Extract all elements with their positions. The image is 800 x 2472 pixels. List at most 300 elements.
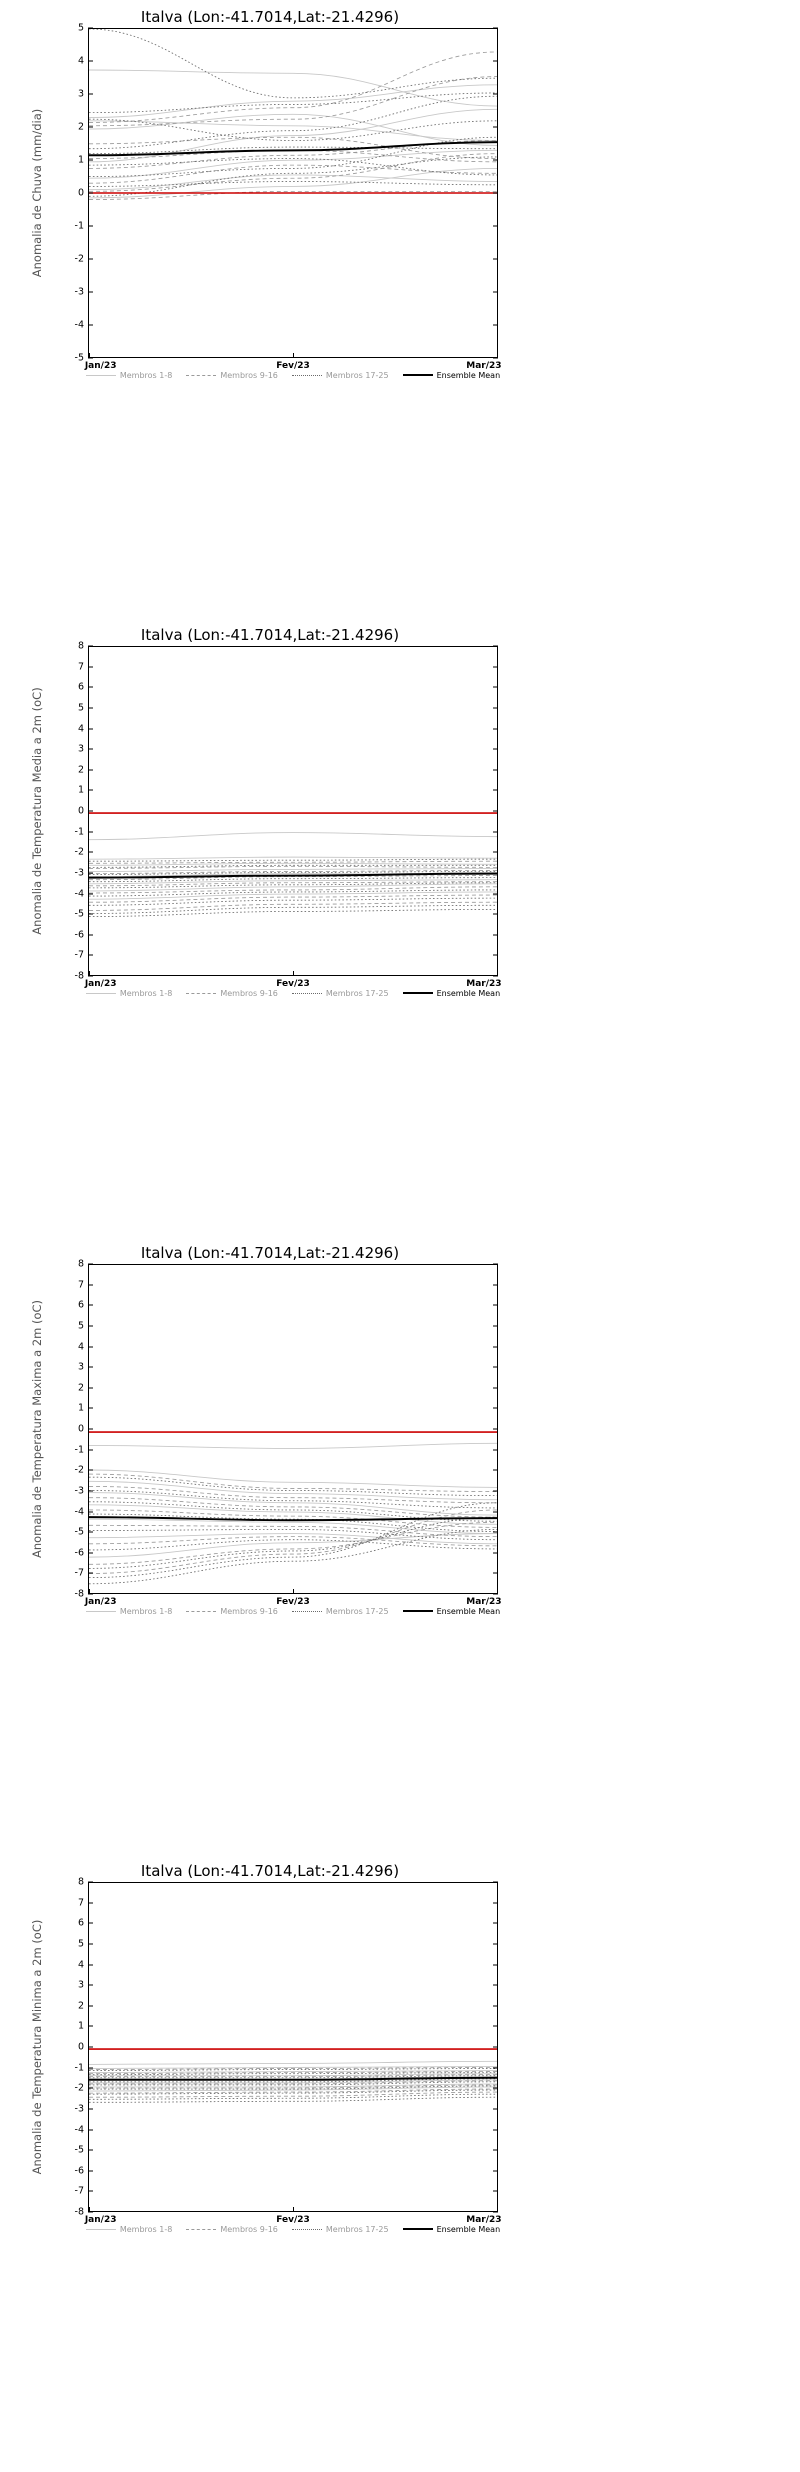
series-line (89, 85, 497, 118)
series-line (89, 1505, 497, 1524)
y-axis-tick-label: 0 (77, 1423, 84, 1435)
y-axis-tick-mark (493, 259, 498, 260)
legend-label: Membros 9-16 (220, 988, 278, 998)
y-axis-tick-mark (88, 94, 93, 95)
y-axis-tick-mark (88, 1943, 93, 1944)
series-line (89, 157, 497, 196)
y-axis-tick-mark (88, 193, 93, 194)
legend-item (292, 989, 389, 998)
y-axis-tick-mark (88, 1284, 93, 1285)
y-axis-tick-label: 7 (77, 661, 84, 673)
x-axis-tick-mark (293, 971, 294, 976)
legend-label: Membros 1-8 (119, 370, 173, 380)
series-line (89, 868, 497, 871)
series-line (89, 1514, 497, 1531)
series-line (89, 1529, 497, 1583)
y-axis-tick-mark (493, 127, 498, 128)
x-axis-tick-mark (293, 2207, 294, 2212)
y-axis-tick-mark (493, 2129, 498, 2130)
y-axis-tick-label: -7 (74, 2185, 84, 2197)
y-axis-tick-label: -2 (74, 1464, 84, 1476)
y-axis-tick-label: 4 (77, 55, 84, 67)
y-axis-tick-mark (493, 1552, 498, 1553)
legend-item (86, 1607, 172, 1616)
series-line (89, 902, 497, 910)
y-axis-tick-mark (493, 28, 498, 29)
chart-panel-1 (0, 0, 800, 618)
legend-label: Ensemble Mean (436, 2224, 501, 2234)
x-axis-tick-mark (89, 2207, 90, 2212)
legend-item (86, 2225, 172, 2234)
y-axis-tick-label: 1 (77, 2020, 84, 2032)
x-axis-tick-mark (293, 353, 294, 358)
legend-label: Ensemble Mean (436, 370, 501, 380)
y-axis-tick-mark (493, 2067, 498, 2068)
series-line (89, 182, 497, 187)
y-axis-tick-label: -1 (74, 1444, 84, 1456)
y-axis-tick-mark (493, 666, 498, 667)
legend-swatch-icon (86, 1611, 116, 1612)
y-axis-tick-label: -6 (74, 929, 84, 941)
y-axis-tick-mark (493, 707, 498, 708)
y-axis-tick-label: 6 (77, 1917, 84, 1929)
y-axis-tick-mark (88, 1264, 93, 1265)
y-axis-tick-label: 5 (77, 22, 84, 34)
y-axis-tick-label: 2 (77, 121, 84, 133)
chart-panel-4 (0, 1854, 800, 2472)
y-axis-tick-mark (493, 160, 498, 161)
y-axis-tick-mark (88, 749, 93, 750)
y-axis-tick-mark (88, 2088, 93, 2089)
y-axis-tick-mark (88, 61, 93, 62)
y-axis-tick-mark (88, 2129, 93, 2130)
legend-swatch-icon (86, 375, 116, 376)
y-axis-tick-mark (493, 2108, 498, 2109)
y-axis-tick-mark (493, 728, 498, 729)
y-axis-tick-mark (88, 1490, 93, 1491)
y-axis-tick-mark (493, 1305, 498, 1306)
y-axis-tick-mark (493, 811, 498, 812)
series-line (89, 2094, 497, 2099)
y-axis-tick-mark (88, 831, 93, 832)
legend-label: Membros 1-8 (119, 988, 173, 998)
legend-swatch-icon (292, 2229, 322, 2230)
y-axis-tick-mark (493, 852, 498, 853)
y-axis-tick-label: 3 (77, 88, 84, 100)
y-axis-tick-mark (493, 2191, 498, 2192)
y-axis-tick-label: -3 (74, 2103, 84, 2115)
y-axis-tick-label: -6 (74, 2165, 84, 2177)
chart-legend (88, 1602, 501, 1620)
y-axis-tick-mark (88, 1573, 93, 1574)
y-axis-tick-label: -2 (74, 846, 84, 858)
y-axis-tick-mark (493, 2150, 498, 2151)
series-line (89, 857, 497, 859)
y-axis-tick-label: 1 (77, 784, 84, 796)
y-axis-tick-mark (88, 1902, 93, 1903)
legend-item (86, 371, 172, 380)
chart-panel-2 (0, 618, 800, 1236)
chart-legend (88, 2220, 501, 2238)
y-axis-tick-mark (88, 2026, 93, 2027)
series-line (89, 1503, 497, 1578)
series-line (89, 882, 497, 886)
y-axis-tick-label: 4 (77, 1959, 84, 1970)
y-axis-tick-label: 5 (77, 1320, 84, 1332)
y-axis-tick-label: -8 (74, 1588, 84, 1600)
y-axis-tick-label: 7 (77, 1279, 84, 1291)
y-axis-tick-mark (493, 1470, 498, 1471)
y-axis-tick-mark (493, 1985, 498, 1986)
y-axis-tick-mark (88, 2067, 93, 2068)
y-axis-tick-mark (493, 1943, 498, 1944)
y-axis-tick-label: 1 (77, 154, 84, 166)
legend-item (292, 371, 389, 380)
y-axis-tick-mark (493, 1429, 498, 1430)
y-axis-tick-mark (493, 1346, 498, 1347)
y-axis-tick-mark (88, 2150, 93, 2151)
legend-swatch-icon (292, 375, 322, 376)
y-axis-tick-label: -5 (74, 2144, 84, 2156)
y-axis-tick-mark (493, 749, 498, 750)
y-axis-tick-label: -2 (74, 253, 84, 265)
y-axis-tick-mark (88, 1367, 93, 1368)
series-line (89, 2097, 497, 2102)
series-line (89, 2084, 497, 2087)
y-axis-tick-mark (493, 1325, 498, 1326)
y-axis-tick-label: 6 (77, 681, 84, 693)
x-axis-tick-label: Mar/23 (466, 361, 502, 371)
y-axis-tick-mark (493, 2005, 498, 2006)
legend-item (86, 989, 172, 998)
x-axis-tick-label: Mar/23 (466, 979, 502, 989)
series-line (89, 859, 497, 861)
series-line (89, 2081, 497, 2084)
y-axis-tick-mark (493, 646, 498, 647)
y-axis-tick-label: 7 (77, 1897, 84, 1909)
x-axis-tick-label: Jan/23 (84, 361, 117, 371)
legend-label: Membros 1-8 (119, 1606, 173, 1616)
y-axis-tick-mark (88, 1882, 93, 1883)
y-axis-tick-mark (88, 259, 93, 260)
y-axis-tick-mark (493, 1264, 498, 1265)
legend-swatch-icon (86, 993, 116, 994)
series-line (89, 863, 497, 865)
y-axis-tick-label: -7 (74, 1567, 84, 1579)
y-axis-tick-label: -3 (74, 867, 84, 879)
y-axis-label: Anomalia de Chuva (mm/dia) (30, 108, 44, 278)
series-line (89, 1474, 497, 1491)
y-axis-tick-mark (493, 193, 498, 194)
y-axis-tick-mark (88, 160, 93, 161)
series-canvas (89, 1265, 497, 1593)
series-canvas (89, 647, 497, 975)
y-axis-tick-label: 3 (77, 1361, 84, 1373)
y-axis-tick-mark (88, 1408, 93, 1409)
y-axis-tick-label: 2 (77, 764, 84, 776)
legend-item (186, 371, 278, 380)
y-axis-tick-mark (493, 226, 498, 227)
legend-item (403, 989, 501, 998)
y-axis-tick-mark (493, 1387, 498, 1388)
y-axis-tick-mark (88, 934, 93, 935)
y-axis-tick-mark (88, 1325, 93, 1326)
legend-label: Membros 17-25 (325, 1606, 389, 1616)
y-axis-tick-mark (493, 790, 498, 791)
y-axis-tick-mark (493, 1284, 498, 1285)
plot-area (74, 640, 502, 989)
legend-swatch-icon (186, 2229, 216, 2230)
y-axis-tick-label: -5 (74, 908, 84, 920)
y-axis-tick-mark (88, 1552, 93, 1553)
y-axis-tick-mark (493, 1408, 498, 1409)
y-axis-tick-label: -4 (74, 2124, 84, 2135)
y-axis-tick-mark (88, 914, 93, 915)
series-line (89, 1491, 497, 1508)
plot-area (74, 1258, 502, 1607)
y-axis-tick-label: -1 (74, 220, 84, 232)
y-axis-tick-label: 0 (77, 2041, 84, 2053)
y-axis-tick-mark (493, 2088, 498, 2089)
y-axis-tick-mark (88, 325, 93, 326)
y-axis-tick-label: -6 (74, 1547, 84, 1559)
y-axis-tick-mark (88, 955, 93, 956)
legend-label: Membros 9-16 (220, 1606, 278, 1616)
axes-frame (88, 1882, 498, 2212)
y-axis-tick-mark (88, 2108, 93, 2109)
legend-swatch-icon (186, 375, 216, 376)
legend-swatch-icon (403, 2228, 433, 2230)
y-axis-label: Anomalia de Temperatura Maxima a 2m (oC) (30, 1299, 44, 1559)
series-line (89, 890, 497, 896)
y-axis-tick-mark (493, 2026, 498, 2027)
series-line (89, 2061, 497, 2064)
y-axis-tick-label: 4 (77, 1341, 84, 1352)
y-axis-tick-mark (88, 226, 93, 227)
y-axis-tick-mark (493, 1532, 498, 1533)
y-axis-tick-mark (88, 707, 93, 708)
legend-label: Ensemble Mean (436, 988, 501, 998)
y-axis-tick-mark (88, 1470, 93, 1471)
legend-swatch-icon (292, 1611, 322, 1612)
y-axis-tick-mark (88, 1449, 93, 1450)
series-line (89, 1470, 497, 1487)
y-axis-tick-mark (493, 325, 498, 326)
x-axis-tick-label: Mar/23 (466, 2215, 502, 2225)
panel-title: Italva (Lon:-41.7014,Lat:-21.4296) (140, 1244, 400, 1262)
y-axis-tick-label: 0 (77, 187, 84, 199)
y-axis-tick-label: -5 (74, 352, 84, 364)
x-axis-tick-label: Jan/23 (84, 979, 117, 989)
y-axis-tick-mark (88, 769, 93, 770)
legend-item (186, 2225, 278, 2234)
y-axis-tick-mark (88, 127, 93, 128)
y-axis-tick-mark (493, 1490, 498, 1491)
y-axis-tick-mark (88, 1532, 93, 1533)
y-axis-tick-mark (493, 292, 498, 293)
y-axis-tick-label: -3 (74, 1485, 84, 1497)
y-axis-tick-mark (493, 1573, 498, 1574)
y-axis-tick-mark (88, 852, 93, 853)
y-axis-tick-mark (88, 728, 93, 729)
series-line (89, 175, 497, 190)
y-axis-tick-mark (493, 2170, 498, 2171)
legend-item (403, 2225, 501, 2234)
legend-swatch-icon (403, 1610, 433, 1612)
series-line (89, 905, 497, 913)
axes-frame (88, 646, 498, 976)
ensemble-mean-line (89, 142, 497, 155)
y-axis-tick-label: 8 (77, 1258, 84, 1270)
series-line (89, 909, 497, 916)
y-axis-tick-mark (493, 769, 498, 770)
y-axis-tick-mark (493, 831, 498, 832)
x-axis-tick-mark (89, 971, 90, 976)
legend-item (403, 1607, 501, 1616)
y-axis-tick-mark (493, 893, 498, 894)
series-line (89, 895, 497, 902)
chart-panel-3 (0, 1236, 800, 1854)
axes-frame (88, 28, 498, 358)
panel-title: Italva (Lon:-41.7014,Lat:-21.4296) (140, 8, 400, 26)
chart-legend (88, 366, 501, 384)
x-axis-tick-label: Fev/23 (276, 1597, 310, 1607)
y-axis-tick-mark (88, 1511, 93, 1512)
y-axis-tick-mark (493, 1882, 498, 1883)
x-axis-tick-mark (293, 1589, 294, 1594)
y-axis-tick-label: -4 (74, 888, 84, 899)
legend-item (186, 1607, 278, 1616)
y-axis-tick-mark (493, 1923, 498, 1924)
legend-item (403, 371, 501, 380)
y-axis-tick-mark (88, 1429, 93, 1430)
y-axis-tick-mark (493, 1964, 498, 1965)
x-axis-tick-mark (497, 2207, 498, 2212)
y-axis-tick-mark (88, 2047, 93, 2048)
legend-label: Membros 17-25 (325, 988, 389, 998)
y-axis-tick-mark (493, 1367, 498, 1368)
y-axis-tick-label: 6 (77, 1299, 84, 1311)
y-axis-tick-label: 4 (77, 723, 84, 734)
panel-title: Italva (Lon:-41.7014,Lat:-21.4296) (140, 626, 400, 644)
y-axis-tick-mark (493, 955, 498, 956)
chart-legend (88, 984, 501, 1002)
y-axis-tick-mark (493, 934, 498, 935)
plot-area (74, 1876, 502, 2225)
legend-swatch-icon (403, 992, 433, 994)
legend-swatch-icon (186, 993, 216, 994)
series-line (89, 2092, 497, 2097)
y-axis-tick-label: 8 (77, 640, 84, 652)
y-axis-tick-mark (88, 1387, 93, 1388)
y-axis-tick-label: 0 (77, 805, 84, 817)
x-axis-tick-label: Jan/23 (84, 1597, 117, 1607)
y-axis-tick-label: 2 (77, 2000, 84, 2012)
series-canvas (89, 29, 497, 357)
y-axis-tick-label: 3 (77, 1979, 84, 1991)
y-axis-tick-mark (493, 687, 498, 688)
y-axis-tick-mark (88, 666, 93, 667)
legend-label: Membros 9-16 (220, 370, 278, 380)
legend-label: Membros 1-8 (119, 2224, 173, 2234)
x-axis-tick-label: Mar/23 (466, 1597, 502, 1607)
y-axis-tick-mark (88, 28, 93, 29)
panel-title: Italva (Lon:-41.7014,Lat:-21.4296) (140, 1862, 400, 1880)
legend-item (292, 2225, 389, 2234)
axes-frame (88, 1264, 498, 1594)
y-axis-tick-label: 5 (77, 702, 84, 714)
y-axis-tick-mark (88, 1964, 93, 1965)
y-axis-tick-label: 3 (77, 743, 84, 755)
y-axis-tick-mark (88, 1346, 93, 1347)
series-line (89, 159, 497, 175)
y-axis-tick-label: -1 (74, 826, 84, 838)
y-axis-tick-label: -8 (74, 970, 84, 982)
y-axis-tick-mark (493, 2047, 498, 2048)
y-axis-tick-mark (493, 1902, 498, 1903)
y-axis-tick-mark (88, 811, 93, 812)
y-axis-tick-label: -4 (74, 319, 84, 331)
y-axis-tick-label: -7 (74, 949, 84, 961)
y-axis-label: Anomalia de Temperatura Minima a 2m (oC) (30, 1919, 44, 2175)
x-axis-tick-label: Fev/23 (276, 979, 310, 989)
y-axis-tick-mark (88, 872, 93, 873)
y-axis-tick-label: 2 (77, 1382, 84, 1394)
x-axis-tick-label: Fev/23 (276, 2215, 310, 2225)
x-axis-tick-mark (89, 1589, 90, 1594)
y-axis-tick-mark (88, 292, 93, 293)
y-axis-tick-label: -8 (74, 2206, 84, 2218)
y-axis-tick-mark (88, 1305, 93, 1306)
y-axis-tick-mark (88, 2170, 93, 2171)
y-axis-tick-label: 5 (77, 1938, 84, 1950)
y-axis-tick-label: -2 (74, 2082, 84, 2094)
legend-swatch-icon (86, 2229, 116, 2230)
y-axis-tick-mark (493, 1511, 498, 1512)
x-axis-tick-mark (497, 353, 498, 358)
y-axis-tick-label: -4 (74, 1506, 84, 1517)
y-axis-tick-mark (493, 94, 498, 95)
y-axis-tick-label: -5 (74, 1526, 84, 1538)
x-axis-tick-mark (497, 971, 498, 976)
legend-swatch-icon (403, 374, 433, 376)
y-axis-tick-mark (88, 790, 93, 791)
y-axis-tick-mark (88, 1923, 93, 1924)
y-axis-tick-mark (88, 687, 93, 688)
legend-label: Ensemble Mean (436, 1606, 501, 1616)
y-axis-tick-mark (88, 1985, 93, 1986)
legend-swatch-icon (292, 993, 322, 994)
y-axis-tick-label: -3 (74, 286, 84, 298)
series-line (89, 1443, 497, 1448)
y-axis-tick-mark (493, 872, 498, 873)
x-axis-tick-label: Fev/23 (276, 361, 310, 371)
series-line (89, 93, 497, 113)
y-axis-tick-mark (493, 61, 498, 62)
series-line (89, 833, 497, 840)
series-line (89, 1522, 497, 1564)
series-line (89, 52, 497, 123)
y-axis-tick-mark (88, 2005, 93, 2006)
y-axis-label: Anomalia de Temperatura Media a 2m (oC) (30, 687, 44, 935)
legend-label: Membros 9-16 (220, 2224, 278, 2234)
y-axis-tick-label: 8 (77, 1876, 84, 1888)
plot-area (74, 22, 502, 371)
y-axis-tick-mark (493, 1449, 498, 1450)
y-axis-tick-mark (88, 2191, 93, 2192)
legend-swatch-icon (186, 1611, 216, 1612)
y-axis-tick-mark (493, 914, 498, 915)
